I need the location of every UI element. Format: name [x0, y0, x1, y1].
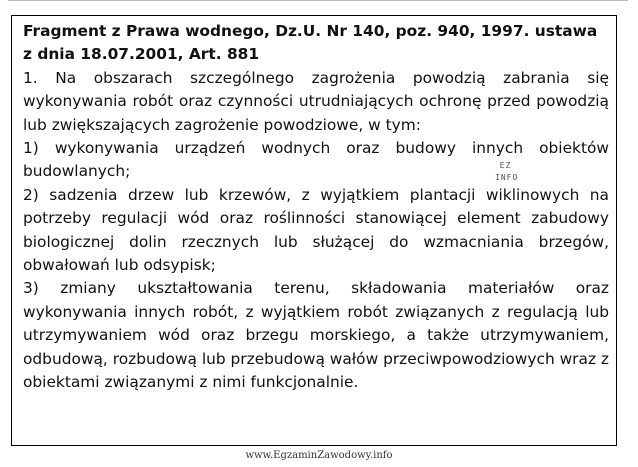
title-line-1: Fragment z Prawa wodnego, Dz.U. Nr 140, poz. 940, 1997. ustawa	[23, 22, 598, 40]
top-border-line	[8, 0, 628, 1]
title-line-2: z dnia 18.07.2001, Art. 881	[23, 45, 260, 64]
paragraph-1: 1. Na obszarach szczególnego zagrożenia powodzią zabrania się wykonywania robót oraz czynności utrudniających ochronę przed powodzią lub zwiększających zagrożenie powodziowe, w tym:	[23, 68, 609, 134]
footer-url: www.EgzaminZawodowy.info	[245, 450, 393, 461]
ez-info-watermark-logo	[495, 160, 519, 186]
paragraph-item-2: 2) sadzenia drzew lub krzewów, z wyjątkiem plantacji wiklinowych na potrzeby regulacji wód oraz roślinności stanowiącej element zabudowy biologicznej dolin rzecznych lub służącej do wzmacniania brzegów, obwałowań lub odsypisk;	[23, 185, 609, 275]
law-fragment-box	[11, 15, 617, 446]
stamp-line-2: INFO	[495, 173, 519, 182]
stamp-line-1: EZ	[499, 161, 512, 170]
document-title	[23, 20, 609, 67]
paragraph-item-1: 1) wykonywania urządzeń wodnych oraz budowy innych obiektów budowlanych;	[23, 139, 609, 181]
paragraph-item-3: 3) zmiany ukształtowania terenu, składowania materiałów oraz wykonywania innych robót, z wyjątkiem robót związanych z regulacją lub utrzymywaniem wód oraz brzegu morskiego, a także utrzymywaniem, odbudową, rozbudową lub przebudową wałów przeciwpowodziowych wraz z obiektami związanymi z nimi funkcjonalnie.	[23, 279, 609, 392]
